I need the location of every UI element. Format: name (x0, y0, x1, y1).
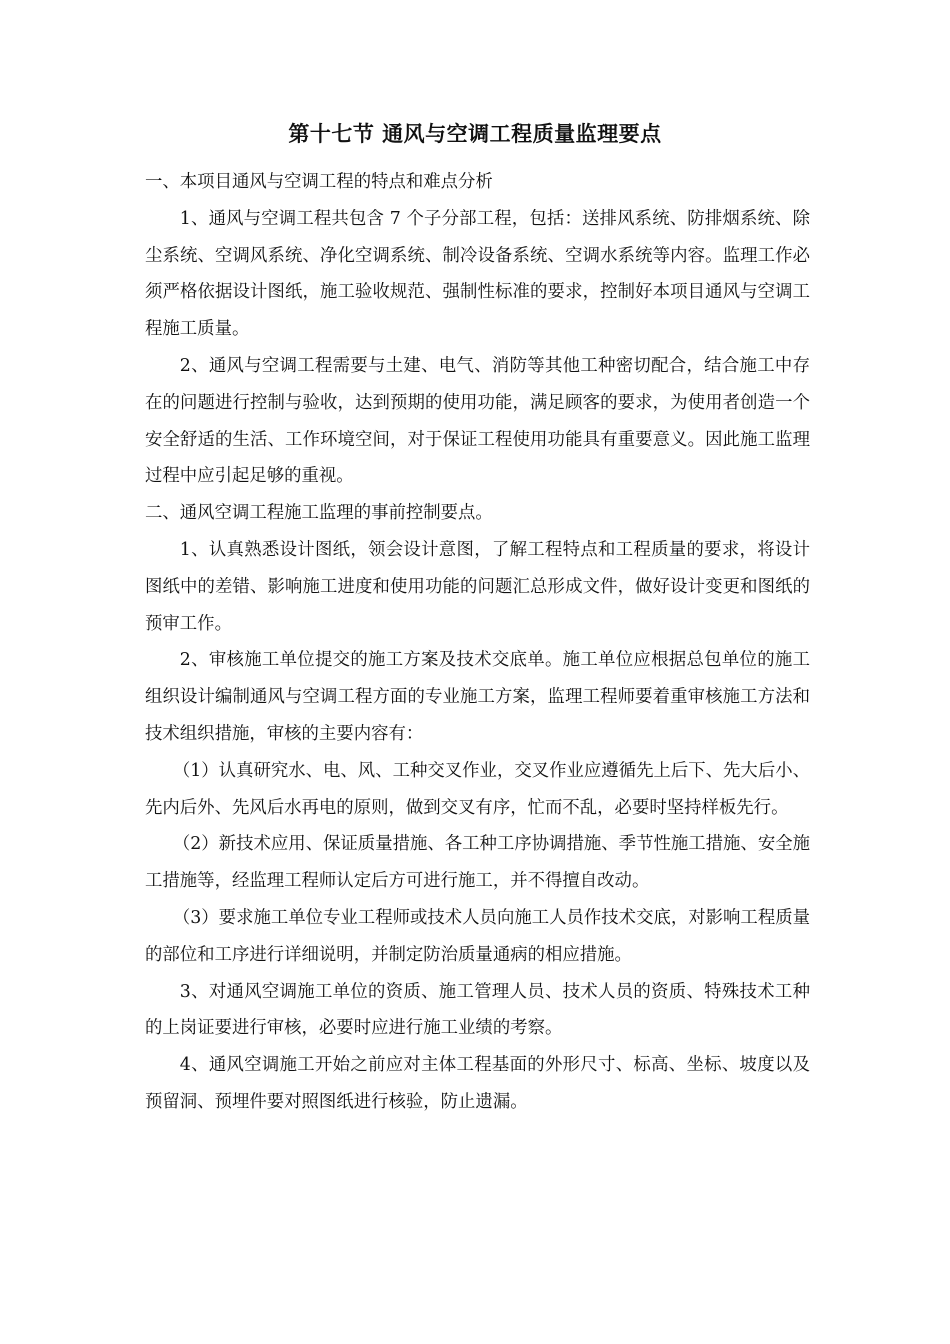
sub-item-paragraph: （1）认真研究水、电、风、工种交叉作业，交叉作业应遵循先上后下、先大后小、先内后外、先风后水再电的原则，做到交叉有序，忙而不乱，必要时坚持样板先行。 (145, 760, 810, 818)
body-paragraph: 2、审核施工单位提交的施工方案及技术交底单。施工单位应根据总包单位的施工组织设计编制通风与空调工程方面的专业施工方案，监理工程师要着重审核施工方法和技术组织措施，审核的主要内容有： (145, 650, 810, 744)
body-paragraph: 1、认真熟悉设计图纸，领会设计意图，了解工程特点和工程质量的要求，将设计图纸中的差错、影响施工进度和使用功能的问题汇总形成文件，做好设计变更和图纸的预审工作。 (145, 539, 810, 634)
sub-item-paragraph: （3）要求施工单位专业工程师或技术人员向施工人员作技术交底，对影响工程质量的部位和工序进行详细说明，并制定防治质量通病的相应措施。 (145, 907, 810, 965)
document-body (145, 164, 810, 1121)
body-paragraph: 1、通风与空调工程共包含 7 个子分部工程，包括：送排风系统、防排烟系统、除尘系统、空调风系统、净化空调系统、制冷设备系统、空调水系统等内容。监理工作必须严格依据设计图纸，施工验收规范、强制性标准的要求，控制好本项目通风与空调工程施工质量。 (145, 208, 810, 340)
page-title: 第十七节 通风与空调工程质量监理要点 (288, 122, 662, 146)
sub-item-paragraph: （2）新技术应用、保证质量措施、各工种工序协调措施、季节性施工措施、安全施工措施等，经监理工程师认定后方可进行施工，并不得擅自改动。 (145, 834, 810, 892)
section-heading: 一、本项目通风与空调工程的特点和难点分析 (145, 172, 493, 192)
body-paragraph: 2、通风与空调工程需要与土建、电气、消防等其他工种密切配合，结合施工中存在的问题进行控制与验收，达到预期的使用功能，满足顾客的要求，为使用者创造一个安全舒适的生活、工作环境空间，对于保证工程使用功能具有重要意义。因此施工监理过程中应引起足够的重视。 (145, 355, 810, 487)
section-heading: 二、通风空调工程施工监理的事前控制要点。 (145, 503, 493, 524)
body-paragraph: 4、通风空调施工开始之前应对主体工程基面的外形尺寸、标高、坐标、坡度以及预留洞、预埋件要对照图纸进行核验，防止遗漏。 (145, 1055, 810, 1112)
body-paragraph: 3、对通风空调施工单位的资质、施工管理人员、技术人员的资质、特殊技术工种的上岗证要进行审核，必要时应进行施工业绩的考察。 (145, 981, 810, 1039)
